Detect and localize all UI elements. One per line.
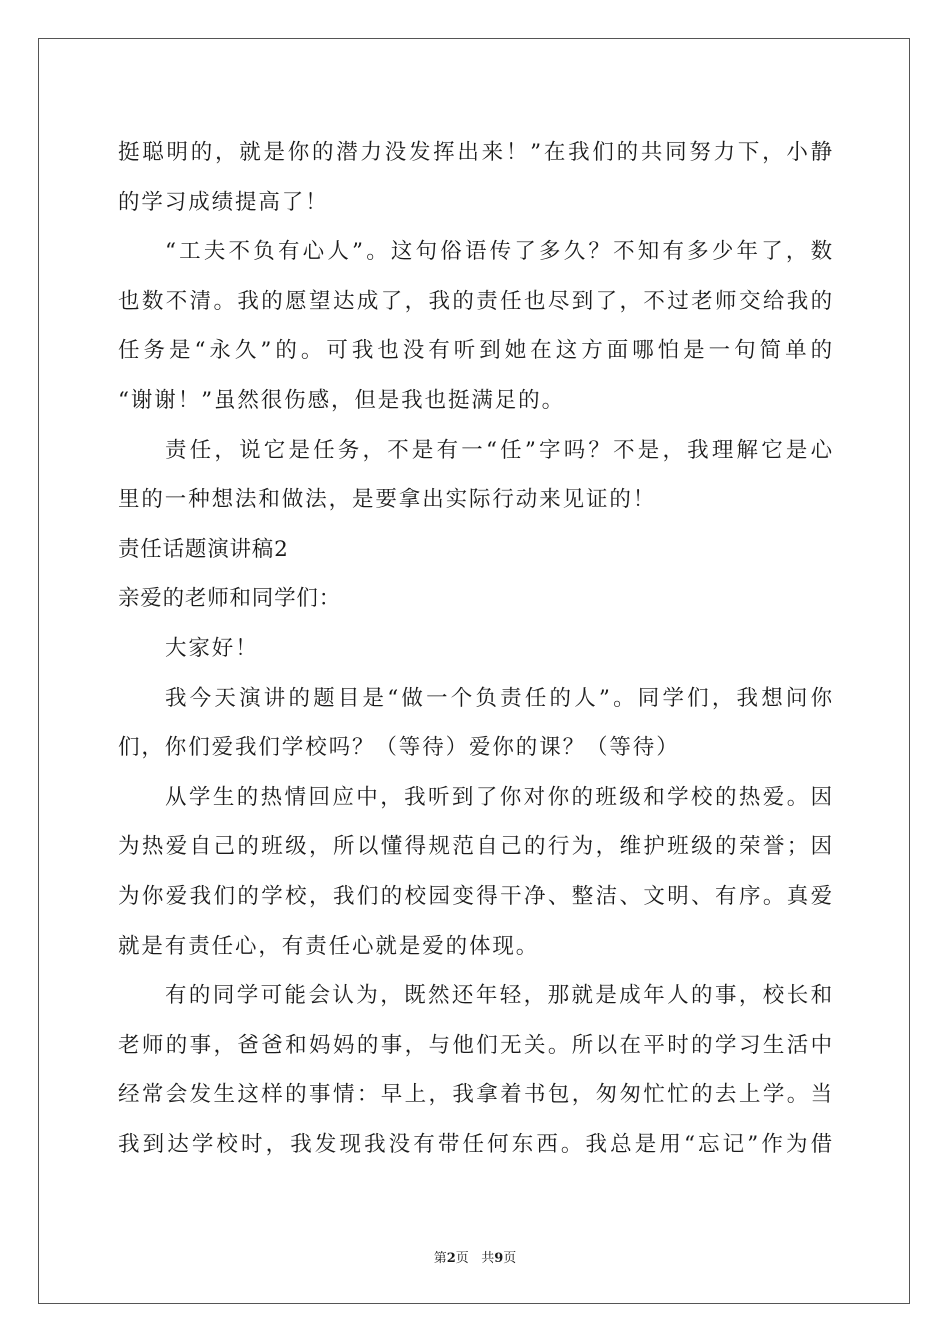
- text-line: 也数不清。我的愿望达成了，我的责任也尽到了，不过老师交给我的: [118, 288, 834, 314]
- text-line: 的学习成绩提高了！: [118, 189, 329, 215]
- text-line: 里的一种想法和做法，是要拿出实际行动来见证的！: [118, 487, 657, 513]
- footer-prefix: 第: [433, 1251, 447, 1266]
- paragraph-start-line: “工夫不负有心人”。这句俗语传了多久？不知有多少年了，数: [165, 239, 834, 265]
- text-line: 我到达学校时，我发现我没有带任何东西。我总是用“忘记”作为借: [118, 1131, 834, 1157]
- text-line: 任务是“永久”的。可我也没有听到她在这方面哪怕是一句简单的: [118, 338, 834, 364]
- footer-page-word: 页: [455, 1251, 469, 1266]
- text-line: 为你爱我们的学校，我们的校园变得干净、整洁、文明、有序。真爱: [118, 883, 834, 909]
- paragraph-start-line: 有的同学可能会认为，既然还年轻，那就是成年人的事，校长和: [165, 983, 834, 1009]
- page-footer: [0, 1247, 950, 1266]
- current-page-number: 2: [446, 1251, 456, 1266]
- document-body: [118, 128, 834, 1169]
- footer-total-suffix: 页: [503, 1251, 517, 1266]
- paragraph-start-line: 责任，说它是任务，不是有一“任”字吗？不是，我理解它是心: [165, 437, 834, 463]
- text-line: 老师的事，爸爸和妈妈的事，与他们无关。所以在平时的学习生活中: [118, 1032, 834, 1058]
- footer-total-prefix: 共: [481, 1251, 495, 1266]
- section-title: 责任话题演讲稿2: [118, 536, 289, 562]
- salutation: 亲爱的老师和同学们：: [118, 586, 342, 612]
- text-line: 为热爱自己的班级，所以懂得规范自己的行为，维护班级的荣誉；因: [118, 834, 834, 860]
- text-line: 挺聪明的，就是你的潜力没发挥出来！”在我们的共同努力下，小静: [118, 140, 834, 165]
- text-line: “谢谢！”虽然很伤感，但是我也挺满足的。: [118, 387, 565, 413]
- greeting: 大家好！: [165, 635, 259, 661]
- paragraph-start-line: 从学生的热情回应中，我听到了你对你的班级和学校的热爱。因: [165, 784, 834, 810]
- text-line: 们，你们爱我们学校吗？（等待）爱你的课？（等待）: [118, 735, 680, 761]
- paragraph-start-line: 我今天演讲的题目是“做一个负责任的人”。同学们，我想问你: [165, 685, 834, 711]
- total-pages-number: 9: [494, 1251, 504, 1266]
- text-line: 就是有责任心，有责任心就是爱的体现。: [118, 933, 540, 959]
- text-line: 经常会发生这样的事情：早上，我拿着书包，匆匆忙忙的去上学。当: [118, 1082, 834, 1108]
